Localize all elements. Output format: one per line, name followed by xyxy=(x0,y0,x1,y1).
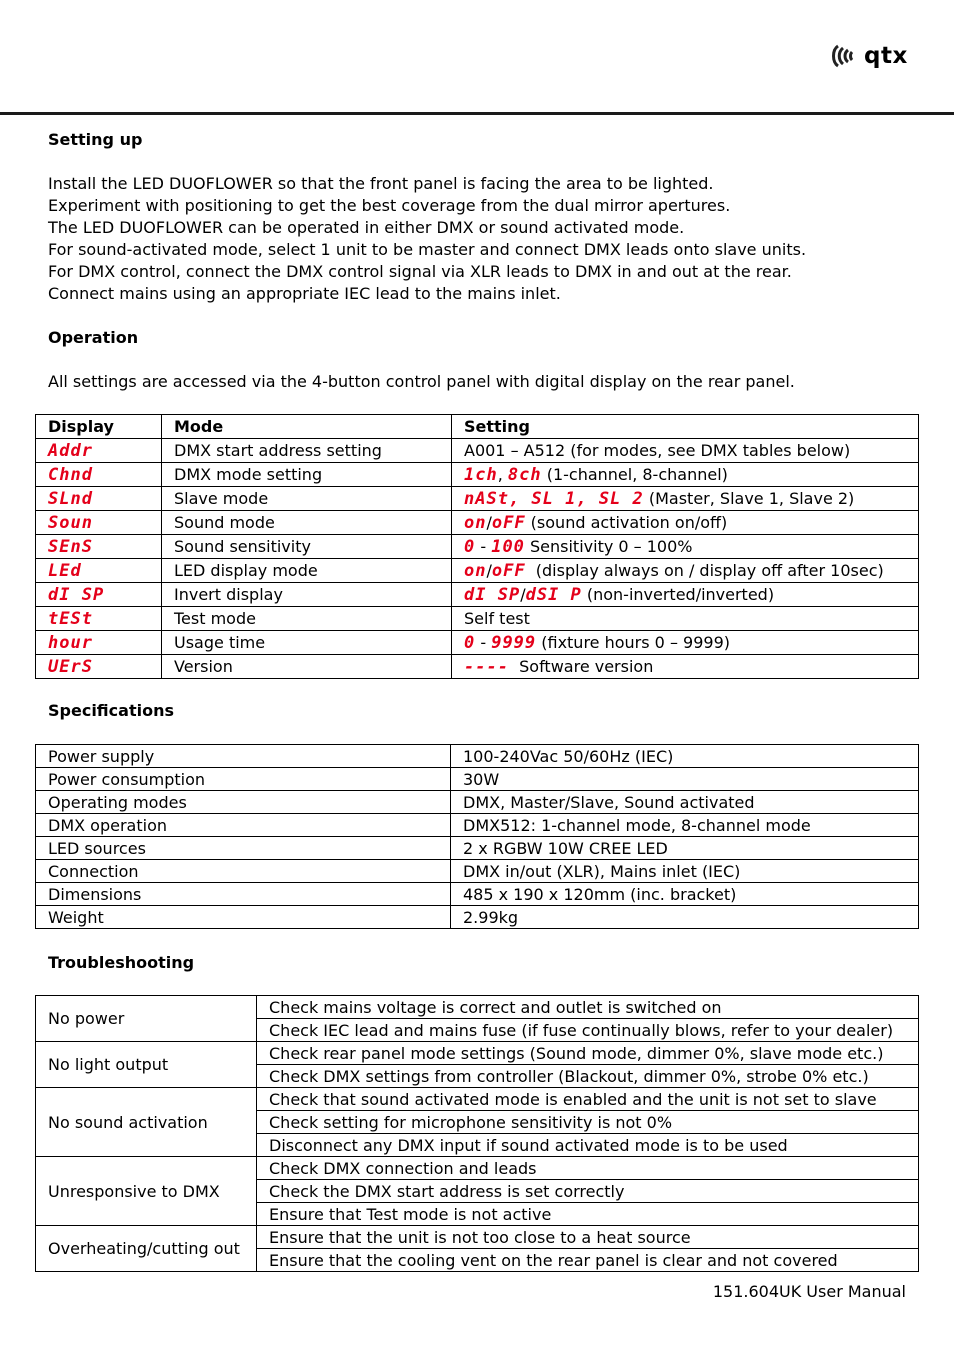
problem-cell: No power xyxy=(36,996,257,1042)
operation-table xyxy=(35,414,919,679)
setting-text: Software version xyxy=(508,656,654,676)
troubleshooting-row xyxy=(36,996,919,1019)
lcd-setting-value: 1ch xyxy=(464,464,498,485)
lcd-setting-value: 100 xyxy=(491,536,525,557)
display-cell xyxy=(36,655,162,679)
mode-cell: DMX start address setting xyxy=(162,439,452,463)
spec-label: Power supply xyxy=(36,745,451,768)
troubleshooting-row xyxy=(36,1226,919,1249)
setting-cell xyxy=(452,559,919,583)
setting-cell xyxy=(452,535,919,559)
setup-heading: Setting up xyxy=(48,130,143,149)
mode-cell: DMX mode setting xyxy=(162,463,452,487)
table-row xyxy=(36,655,919,679)
lcd-setting-value: dI SP xyxy=(464,584,521,605)
display-cell xyxy=(36,607,162,631)
spec-row xyxy=(36,791,919,814)
check-cell: Check IEC lead and mains fuse (if fuse continually blows, refer to your dealer) xyxy=(257,1019,919,1042)
check-cell: Ensure that Test mode is not active xyxy=(257,1203,919,1226)
lcd-setting-value: nASt, SL 1, SL 2 xyxy=(464,488,644,509)
lcd-setting-value: on xyxy=(464,512,487,533)
setting-separator: - xyxy=(475,632,492,652)
display-cell xyxy=(36,583,162,607)
specifications-table xyxy=(35,744,919,929)
spec-label: Dimensions xyxy=(36,883,451,906)
lcd-setting-value: oFF xyxy=(491,560,526,581)
setting-cell xyxy=(452,463,919,487)
lcd-setting-value: 0 xyxy=(464,632,476,653)
setup-paragraph xyxy=(48,173,918,305)
setup-line: For DMX control, connect the DMX control signal via XLR leads to DMX in and out at the rear. xyxy=(48,262,792,281)
footer-manual-id: 151.604UK User Manual xyxy=(712,1282,906,1301)
table-row xyxy=(36,535,919,559)
setting-text: Self test xyxy=(464,609,530,628)
spec-row xyxy=(36,837,919,860)
spec-row xyxy=(36,768,919,791)
mode-cell: Invert display xyxy=(162,583,452,607)
header-rule xyxy=(0,112,954,115)
operation-heading: Operation xyxy=(48,328,139,347)
lcd-display-code: SLnd xyxy=(48,488,93,509)
spec-row xyxy=(36,814,919,837)
check-cell: Ensure that the cooling vent on the rear panel is clear and not covered xyxy=(257,1249,919,1272)
mode-cell: Sound mode xyxy=(162,511,452,535)
display-cell xyxy=(36,535,162,559)
mode-cell: LED display mode xyxy=(162,559,452,583)
setting-separator: - xyxy=(475,536,492,556)
lcd-setting-value: 8ch xyxy=(507,464,542,485)
setting-separator: / xyxy=(486,512,492,532)
problem-cell: No light output xyxy=(36,1042,257,1088)
spec-label: LED sources xyxy=(36,837,451,860)
table-row xyxy=(36,439,919,463)
troubleshooting-table xyxy=(35,995,919,1272)
table-row xyxy=(36,631,919,655)
setting-text: (display always on / display off after 10sec) xyxy=(525,560,884,580)
spec-value: 2.99kg xyxy=(451,906,919,929)
spec-value: 30W xyxy=(451,768,919,791)
check-cell: Check DMX connection and leads xyxy=(257,1157,919,1180)
setting-cell xyxy=(452,487,919,511)
qtx-wave-icon xyxy=(830,42,860,70)
spec-label: DMX operation xyxy=(36,814,451,837)
lcd-display-code: UErS xyxy=(48,656,93,677)
check-cell: Disconnect any DMX input if sound activated mode is to be used xyxy=(257,1134,919,1157)
lcd-setting-value: on xyxy=(464,560,487,581)
problem-cell: No sound activation xyxy=(36,1088,257,1157)
table-row xyxy=(36,511,919,535)
check-cell: Check mains voltage is correct and outlet is switched on xyxy=(257,996,919,1019)
lcd-setting-value: ---- xyxy=(464,656,509,677)
setting-text: (sound activation on/off) xyxy=(525,512,728,532)
lcd-display-code: Addr xyxy=(48,440,93,461)
spec-label: Power consumption xyxy=(36,768,451,791)
check-cell: Ensure that the unit is not too close to a heat source xyxy=(257,1226,919,1249)
troubleshooting-row xyxy=(36,1157,919,1180)
lcd-display-code: Chnd xyxy=(48,464,93,485)
table-row xyxy=(36,487,919,511)
table-row xyxy=(36,607,919,631)
setup-line: Experiment with positioning to get the best coverage from the dual mirror apertures. xyxy=(48,196,731,215)
spec-row xyxy=(36,745,919,768)
spec-row xyxy=(36,860,919,883)
display-cell xyxy=(36,559,162,583)
spec-label: Operating modes xyxy=(36,791,451,814)
lcd-setting-value: 9999 xyxy=(491,632,537,653)
display-cell xyxy=(36,463,162,487)
setting-cell xyxy=(452,511,919,535)
mode-cell: Test mode xyxy=(162,607,452,631)
display-cell xyxy=(36,511,162,535)
operation-header-row xyxy=(36,415,919,439)
setup-line: Connect mains using an appropriate IEC lead to the mains inlet. xyxy=(48,284,561,303)
check-cell: Check that sound activated mode is enabled and the unit is not set to slave xyxy=(257,1088,919,1111)
spec-row xyxy=(36,906,919,929)
column-header-display: Display xyxy=(36,415,162,439)
setting-separator: / xyxy=(486,560,492,580)
spec-label: Connection xyxy=(36,860,451,883)
lcd-display-code: dI SP xyxy=(48,584,105,605)
troubleshooting-row xyxy=(36,1042,919,1065)
setup-line: Install the LED DUOFLOWER so that the front panel is facing the area to be lighted. xyxy=(48,174,714,193)
setting-text: Sensitivity 0 – 100% xyxy=(524,536,693,556)
setting-text: A001 – A512 (for modes, see DMX tables below) xyxy=(464,441,851,460)
spec-value: DMX512: 1-channel mode, 8-channel mode xyxy=(451,814,919,837)
column-header-setting: Setting xyxy=(452,415,919,439)
display-cell xyxy=(36,631,162,655)
setting-cell xyxy=(452,655,919,679)
display-cell xyxy=(36,487,162,511)
setting-text: (non-inverted/inverted) xyxy=(581,584,775,604)
lcd-setting-value: oFF xyxy=(491,512,526,533)
display-cell xyxy=(36,439,162,463)
setup-line: For sound-activated mode, select 1 unit to be master and connect DMX leads onto slave units. xyxy=(48,240,807,259)
check-cell: Check DMX settings from controller (Blackout, dimmer 0%, strobe 0% etc.) xyxy=(257,1065,919,1088)
specifications-heading: Specifications xyxy=(48,701,174,720)
mode-cell: Slave mode xyxy=(162,487,452,511)
lcd-display-code: LEd xyxy=(48,560,82,581)
problem-cell: Unresponsive to DMX xyxy=(36,1157,257,1226)
setup-line: The LED DUOFLOWER can be operated in either DMX or sound activated mode. xyxy=(48,218,685,237)
spec-value: DMX, Master/Slave, Sound activated xyxy=(451,791,919,814)
mode-cell: Usage time xyxy=(162,631,452,655)
check-cell: Check setting for microphone sensitivity is not 0% xyxy=(257,1111,919,1134)
table-row xyxy=(36,583,919,607)
spec-value: DMX in/out (XLR), Mains inlet (IEC) xyxy=(451,860,919,883)
setting-separator: , xyxy=(497,464,508,484)
setting-cell xyxy=(452,631,919,655)
lcd-setting-value: dSI P xyxy=(525,584,582,605)
setting-separator: / xyxy=(520,584,526,604)
setting-cell xyxy=(452,439,919,463)
spec-row xyxy=(36,883,919,906)
lcd-display-code: SEnS xyxy=(48,536,93,557)
column-header-mode: Mode xyxy=(162,415,452,439)
problem-cell: Overheating/cutting out xyxy=(36,1226,257,1272)
troubleshooting-row xyxy=(36,1088,919,1111)
lcd-display-code: hour xyxy=(48,632,93,653)
operation-intro: All settings are accessed via the 4-button control panel with digital display on the rear panel. xyxy=(48,372,795,391)
spec-value: 100-240Vac 50/60Hz (IEC) xyxy=(451,745,919,768)
setting-text: (Master, Slave 1, Slave 2) xyxy=(643,488,855,508)
mode-cell: Sound sensitivity xyxy=(162,535,452,559)
logo-text: qtx xyxy=(864,43,908,69)
setting-cell xyxy=(452,583,919,607)
setting-text: (1-channel, 8-channel) xyxy=(541,464,728,484)
check-cell: Check the DMX start address is set correctly xyxy=(257,1180,919,1203)
table-row xyxy=(36,463,919,487)
table-row xyxy=(36,559,919,583)
spec-value: 2 x RGBW 10W CREE LED xyxy=(451,837,919,860)
setting-text: (fixture hours 0 – 9999) xyxy=(536,632,730,652)
lcd-display-code: tESt xyxy=(48,608,93,629)
check-cell: Check rear panel mode settings (Sound mode, dimmer 0%, slave mode etc.) xyxy=(257,1042,919,1065)
troubleshooting-heading: Troubleshooting xyxy=(48,953,195,972)
spec-value: 485 x 190 x 120mm (inc. bracket) xyxy=(451,883,919,906)
spec-label: Weight xyxy=(36,906,451,929)
brand-logo xyxy=(830,40,908,72)
lcd-setting-value: 0 xyxy=(464,536,476,557)
mode-cell: Version xyxy=(162,655,452,679)
setting-cell xyxy=(452,607,919,631)
lcd-display-code: Soun xyxy=(48,512,93,533)
setup-section xyxy=(48,129,918,393)
